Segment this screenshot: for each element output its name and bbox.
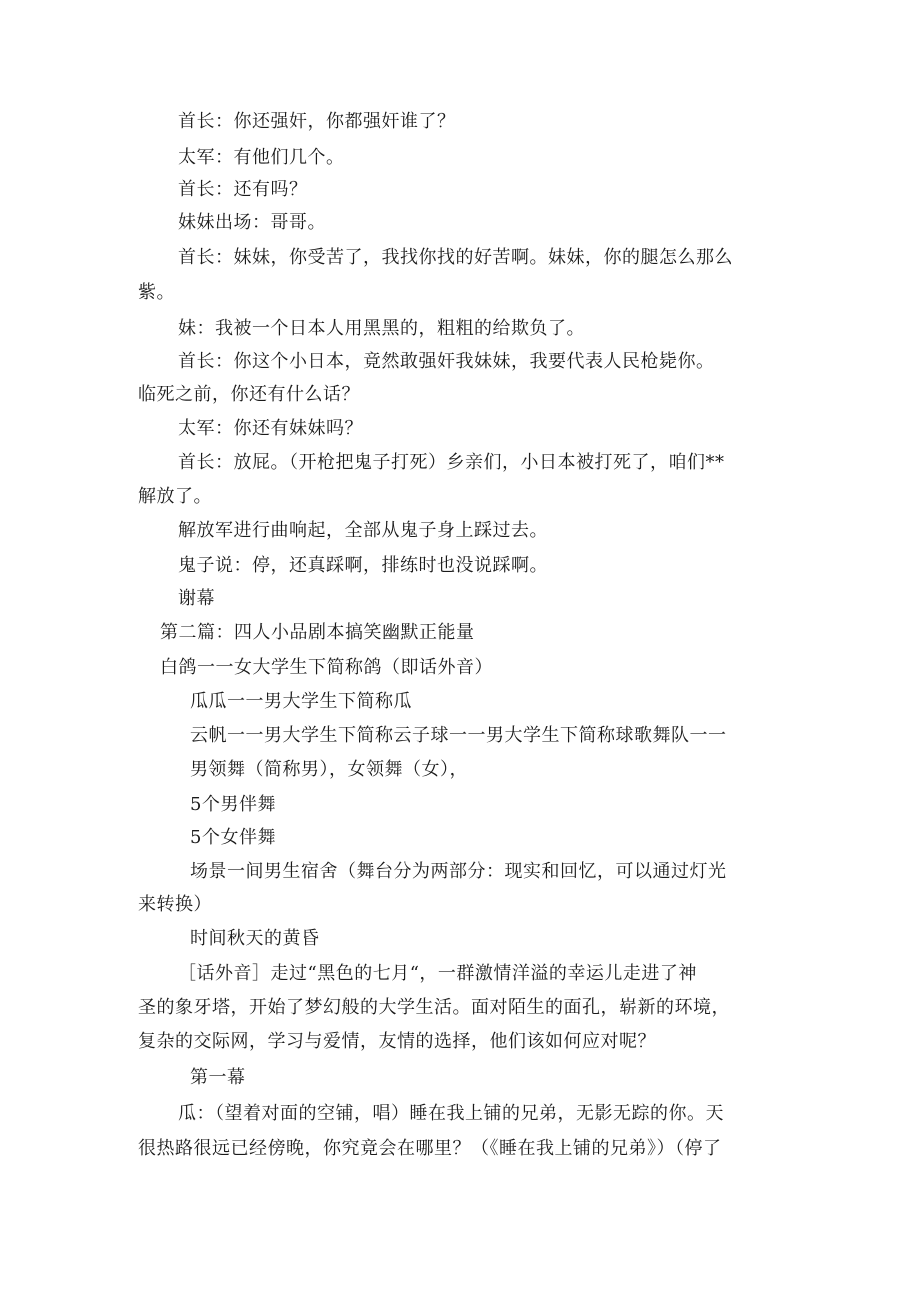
text-line: 场景一间男生宿舍（舞台分为两部分：现实和回忆，可以通过灯光: [190, 861, 727, 882]
text-line: 首长：你还强奸，你都强奸谁了？: [178, 111, 456, 132]
text-line: 首长：放屁。（开枪把鬼子打死）乡亲们，小日本被打死了，咱们**: [178, 452, 725, 473]
text-line: 首长：妹妹，你受苦了，我找你找的好苦啊。妹妹，你的腿怎么那么: [178, 247, 733, 268]
text-line: 来转换）: [138, 894, 212, 915]
text-line: 首长：你这个小日本，竟然敢强奸我妹妹，我要代表人民枪毙你。: [178, 351, 715, 372]
text-line: 太军：你还有妹妹吗？: [178, 418, 363, 439]
text-line: 解放军进行曲响起，全部从鬼子身上踩过去。: [178, 520, 548, 541]
text-line: 很热路很远已经傍晚，你究竟会在哪里？（《睡在我上铺的兄弟》）（停了: [138, 1138, 722, 1159]
text-line: ［话外音］走过“黑色的七月“，一群激情洋溢的幸运儿走进了神: [178, 963, 697, 984]
text-line: 男领舞（简称男），女领舞（女），: [190, 759, 468, 780]
text-line: 时间秋天的黄昏: [190, 928, 320, 949]
text-line: 5个男伴舞: [190, 794, 276, 815]
text-line: 瓜瓜一一男大学生下简称瓜: [190, 691, 412, 712]
text-line: 复杂的交际网，学习与爱情，友情的选择，他们该如何应对呢？: [138, 1031, 656, 1052]
text-line: 5个女伴舞: [190, 827, 276, 848]
text-line: 解放了。: [138, 486, 212, 507]
text-line: 瓜：（望着对面的空铺，唱）睡在我上铺的兄弟，无影无踪的你。天: [178, 1103, 724, 1124]
text-line: 第一幕: [190, 1067, 246, 1088]
text-line: 紫。: [138, 282, 175, 303]
text-line: 妹妹出场：哥哥。: [178, 212, 326, 233]
text-line: 白鸽一一女大学生下简称鸽（即话外音）: [160, 657, 493, 678]
text-line: 圣的象牙塔，开始了梦幻般的大学生活。面对陌生的面孔，崭新的环境，: [138, 997, 730, 1018]
text-line: 谢幕: [178, 588, 215, 609]
section-heading: 第二篇：四人小品剧本搞笑幽默正能量: [160, 622, 475, 643]
text-line: 临死之前，你还有什么话？: [138, 384, 360, 405]
text-line: 首长：还有吗？: [178, 179, 308, 200]
text-line: 太军：有他们几个。: [178, 147, 345, 168]
text-line: 妹：我被一个日本人用黑黑的，粗粗的给欺负了。: [178, 318, 585, 339]
text-line: 鬼子说：停，还真踩啊，排练时也没说踩啊。: [178, 555, 548, 576]
text-line: 云帆一一男大学生下简称云子球一一男大学生下简称球歌舞队一一: [190, 725, 727, 746]
